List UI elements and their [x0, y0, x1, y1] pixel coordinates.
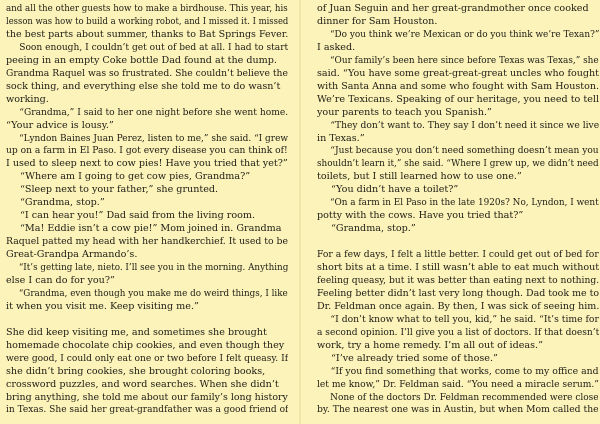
text-line: bring anything, she told me about our family’s long history — [6, 391, 288, 403]
text-line: “Grandma, stop.” — [20, 197, 105, 209]
text-line: working. — [6, 93, 49, 105]
text-line: feeling queasy, but it was better than eating next to nothing. — [317, 274, 599, 286]
text-line: “Just because you don’t need something doesn’t mean you — [330, 145, 599, 157]
text-line: For a few days, I felt a little better. I could get out of bed for — [317, 249, 599, 261]
text-line: your parents to teach you Spanish.” — [317, 106, 492, 118]
text-line: “It’s getting late, nieto. I’ll see you in the morning. Anything — [18, 262, 288, 273]
text-line: “Your advice is lousy.” — [6, 119, 114, 131]
text-line: by. The nearest one was in Austin, but when Mom called the — [317, 404, 599, 416]
text-line: Great-Grandpa Armando’s. — [6, 249, 138, 261]
text-line: “I don’t know what to tell you, kid,” he said. “It’s time for — [330, 313, 599, 325]
text-line: Soon enough, I couldn’t get out of bed at all. I had to start — [19, 41, 288, 53]
text-line: “Lyndon Baines Juan Perez, listen to me,” she said. “I grew — [19, 132, 288, 144]
text-line: “Ma! Eddie isn’t a cow pie!” Mom joined in. Grandma — [20, 223, 282, 235]
text-line: said. “You have some great-great-great uncles who fought — [317, 67, 599, 79]
text-line: were good, I could only eat one or two before I felt queasy. If — [6, 352, 288, 364]
text-line: None of the doctors Dr. Feldman recommended were close — [330, 391, 599, 403]
text-line: potty with the cows. Have you tried that?” — [317, 210, 524, 222]
text-line: Raquel patted my head with her handkerchief. It used to be — [6, 236, 288, 248]
text-line: a second opinion. I’ll give you a list of doctors. If that doesn’t — [317, 326, 599, 338]
text-line: “Grandma, even though you make me do weird things, I like — [18, 287, 288, 299]
text-line: homemade chocolate chip cookies, and even though they — [6, 339, 285, 351]
text-line: lesson was how to build a working robot, and I missed it. I missed — [6, 15, 288, 27]
left-page — [6, 0, 288, 424]
text-line: “Do you think we’re Mexican or do you think we’re Texan?” — [329, 28, 599, 40]
text-line: shouldn’t learn it,” she said. “Where I grew up, we didn’t need — [317, 158, 599, 170]
text-line: short bits at a time. I still wasn’t able to eat much without — [317, 262, 599, 273]
text-line: “If you find something that works, come to my office and — [330, 365, 599, 377]
text-line: crossword puzzles, and word searches. When she didn’t — [6, 378, 279, 390]
text-line: “They don’t want to. They say I don’t need it since we live — [330, 119, 599, 131]
text-line: “Grandma, stop.” — [331, 223, 416, 235]
text-line: Dr. Feldman once again. By then, I was sick of seeing him. — [317, 300, 599, 312]
text-line: let me know,” Dr. Feldman said. “You need a miracle serum.” — [317, 378, 599, 390]
text-line: Feeling better didn’t last very long though. Dad took me to — [317, 287, 599, 299]
text-line: “I’ve already tried some of those.” — [331, 352, 498, 364]
text-line: “Where am I going to get cow pies, Grandma?” — [20, 171, 251, 183]
text-line: “Grandma,” I said to her one night before she went home. — [19, 106, 288, 118]
text-line: up on a farm in El Paso. I got every disease you can think of! — [6, 145, 288, 157]
text-line: with Santa Anna and some who fought with Sam Houston. — [317, 80, 599, 92]
text-line: “Sleep next to your father,” she grunted. — [20, 184, 219, 196]
text-line: else I can do for you?” — [6, 274, 115, 286]
text-line: the best parts about summer, thanks to Bat Springs Fever. — [6, 28, 288, 40]
text-line: in Texas. She said her great-grandfather was a good friend of — [6, 404, 288, 416]
text-line: sock thing, and everything else she told me to do wasn’t — [6, 80, 281, 92]
text-line: toilets, but I still learned how to use one.” — [317, 171, 522, 183]
text-line: work, try a home remedy. I’m all out of ideas.” — [317, 339, 543, 351]
text-line: “On a farm in El Paso in the late 1920s? No, Lyndon, I went — [329, 197, 599, 209]
text-line: of Juan Seguin and her great-grandmother once cooked — [317, 3, 589, 14]
text-line: She did keep visiting me, and sometimes she brought — [6, 326, 267, 338]
text-line: “Our family’s been here since before Texas was Texas,” she — [329, 54, 599, 66]
right-page — [317, 0, 599, 424]
text-line: “You didn’t have a toilet?” — [331, 184, 459, 196]
text-line: dinner for Sam Houston. — [317, 15, 438, 27]
text-line: she didn’t bring cookies, she brought coloring books, — [6, 365, 266, 377]
text-line: in Texas.” — [317, 132, 365, 144]
text-line: it when you visit me. Keep visiting me.” — [6, 300, 199, 312]
text-line: peeing in an empty Coke bottle Dad found at the dump. — [6, 54, 277, 66]
text-line: I asked. — [317, 41, 356, 53]
text-line: “I can hear you!” Dad said from the living room. — [20, 210, 256, 222]
book-gutter — [299, 0, 301, 424]
text-line: I used to sleep next to cow pies! Have you tried that yet?” — [6, 158, 288, 170]
text-line: Grandma Raquel was so frustrated. She couldn’t believe the — [6, 67, 288, 79]
text-line: and all the other guests how to make a birdhouse. This year, his — [6, 3, 288, 14]
text-line: We’re Texicans. Speaking of our heritage, you need to tell — [317, 93, 599, 105]
